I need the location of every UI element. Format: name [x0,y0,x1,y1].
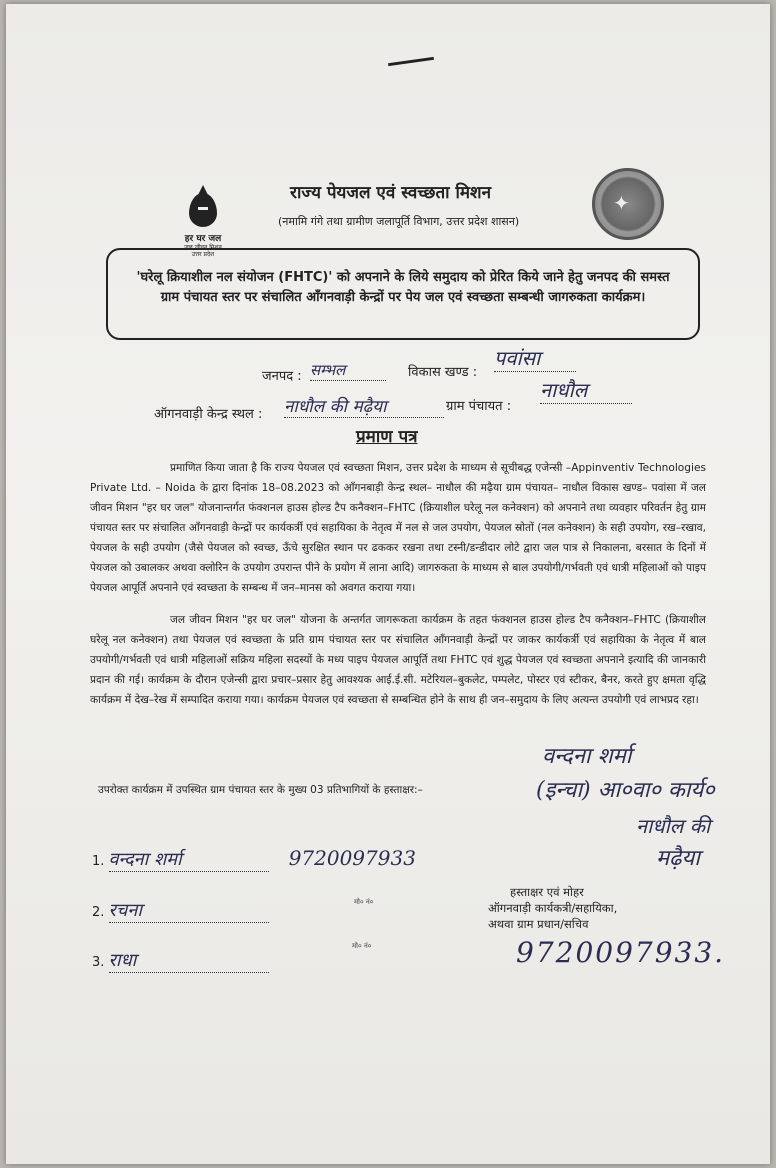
block-value: पवांसा [494,344,576,372]
row-number: 1. [92,854,105,869]
signature-line-1: हस्ताक्षर एवं मोहर [510,885,584,899]
mobile-label-3: मो० नं० [352,942,372,950]
handwritten-centre: नाधौल की [636,814,711,838]
participant-row-3 [92,948,269,973]
mission-subtitle: (नमामि गंगे तथा ग्रामीण जलापूर्ति विभाग, उत्तर प्रदेश शासन) [278,215,520,228]
up-government-emblem [592,168,664,240]
signature-line-2: ऑगनवाड़ी कार्यकत्री/सहायिका, [488,901,618,915]
row-number: 3. [92,955,105,970]
handwritten-designation: (इन्चा) आ०वा० कार्य० [536,778,715,803]
signature-block [488,884,617,932]
participant-row-2 [92,898,269,923]
participant-phone: 9720097933 [288,846,416,870]
handwritten-village: मढ़ैया [656,846,701,871]
participant-name: राधा [109,948,269,973]
certificate-paragraph-1: प्रमाणित किया जाता है कि राज्य पेयजल एवं स्वच्छता मिशन, उत्तर प्रदेश के माध्यम से सूचीबद्ध एजेन्सी –Appinventiv Technologies Private Ltd. – Noida के द्वारा दिनांक 18–08.2023 को आँगनबाड़ी केन्द्र स्थल– नाधौल की मढ़ैया ग्राम पंचायत– नाधौल विकास खण्ड– पवांसा में जल जीवन मिशन "हर घर जल" योजनान्तर्गत फंक्शनल हाउस होल्ड टैप कनैक्शन–FHTC (क्रियाशील घरेलू नल कनेक्शन) को अपनाने तथा व्यवहार परिवर्तन हेतु ग्राम पंचायत स्तर पर संचालित आँगनवाड़ी केन्द्रों पर कार्यकर्त्री एवं सहायिका के नेतृत्व में नल से जल उपयोग, पेयजल स्रोतों (नल कनेक्शन) के सही उपयोग, रख–रखाव, पेयजल के सही उपयोग (जैसे पेयजल को स्वच्छ, ऊँचे सुरक्षित स्थान पर ढककर रखना तथा टस्नी/डन्डीदार लोटे द्वारा जल पात्र से निकालना, बरसात के दिनों में पेयजल को उबालकर अथवा क्लोरिन के उपयोग उपरान्त पीने के प्रयोग में लाना आदि) जागरुकता के माध्यम से बाल उपयोगी/गर्भवती एवं धात्री महिलाओं को पाइप पेयजल आपूर्ति अपनाने एवं स्वच्छता के सम्बन्ध में जन–मानस को अवगत कराया गया। [90,462,706,594]
emblem-icon: ✦ [613,191,630,215]
logo-subtext: जल जीवन मिशन [184,244,222,251]
block-label: विकास खण्ड : [408,365,478,380]
participant-row-1 [92,846,416,872]
district-label: जनपद : [262,369,302,384]
district-value: सम्भल [310,360,386,381]
logo-text: हर घर जल [184,234,222,244]
centre-label: ऑगनवाड़ी केन्द्र स्थल : [154,407,263,422]
logo-subtext-2: उत्तर प्रदेश [191,251,215,258]
program-title-box: 'घरेलू क्रियाशील नल संयोजन (FHTC)' को अपनाने के लिये समुदाय को प्रेरित किये जाने हेतु जनपद की समस्त ग्राम पंचायत स्तर पर संचालित आँगनवाड़ी केन्द्रों पर पेय जल एवं स्वच्छता सम्बन्धी जागरुकता कार्यक्रम। [106,248,700,340]
panchayat-label: ग्राम पंचायत : [446,399,512,414]
participant-name: रचना [109,898,269,923]
row-number: 2. [92,905,105,920]
centre-value: नाधौल की मढ़ैया [284,394,444,418]
signature-line-3: अथवा ग्राम प्रधान/सचिव [488,917,589,931]
water-drop-icon [189,193,217,227]
participants-intro: उपरोक्त कार्यक्रम में उपस्थित ग्राम पंचायत स्तर के मुख्य 03 प्रतिभागियों के हस्ताक्षर:– [98,784,423,796]
mission-title: राज्य पेयजल एवं स्वच्छता मिशन [290,183,492,203]
panchayat-value: नाधौल [540,376,632,404]
certificate-heading: प्रमाण पत्र [356,427,418,447]
certificate-paragraph-2: जल जीवन मिशन "हर घर जल" योजना के अन्तर्गत जागरूकता कार्यक्रम के तहत फंक्शनल हाउस होल्ड टैप कनैक्शन–FHTC (क्रियाशील घरेलू नल कनेक्शन) तथा पेयजल एवं स्वच्छता के प्रति ग्राम पंचायत स्तर पर संचालित आँगनवाड़ी केन्द्रों पर जाकर कार्यकर्त्री एवं सहायिका के नेतृत्व में बाल उपयोगी/गर्भवती एवं धात्री महिलाओं सक्रिय महिला सदस्यों के मध्य पाइप पेयजल आपूर्ति तथा FHTC एवं शुद्ध पेयजल एवं स्वच्छता अपनाने इत्यादि की जानकारी प्रदान की गई। कार्यक्रम के दौरान एजेन्सी द्वारा प्रचार–प्रसार हेतु आवश्यक आई.ई.सी. मटेरियल–बुकलेट, पम्पलेट, पोस्टर एवं स्टीकर, बैनर, करते हुए क्षमता वृद्धि कार्यक्रम में देख–रेख में सम्पादित कराया गया। कार्यक्रम पेयजल एवं स्वच्छता से सम्बन्धित होने के साथ ही जन–समुदाय के लिए अत्यन्त उपयोगी एवं लाभप्रद रहा। [90,614,706,706]
handwritten-signature: वन्दना शर्मा [542,744,632,769]
mobile-label-2: मो० नं० [354,898,374,906]
signatory-phone: 9720097933. [516,936,726,969]
participant-name: वन्दना शर्मा [109,847,269,872]
